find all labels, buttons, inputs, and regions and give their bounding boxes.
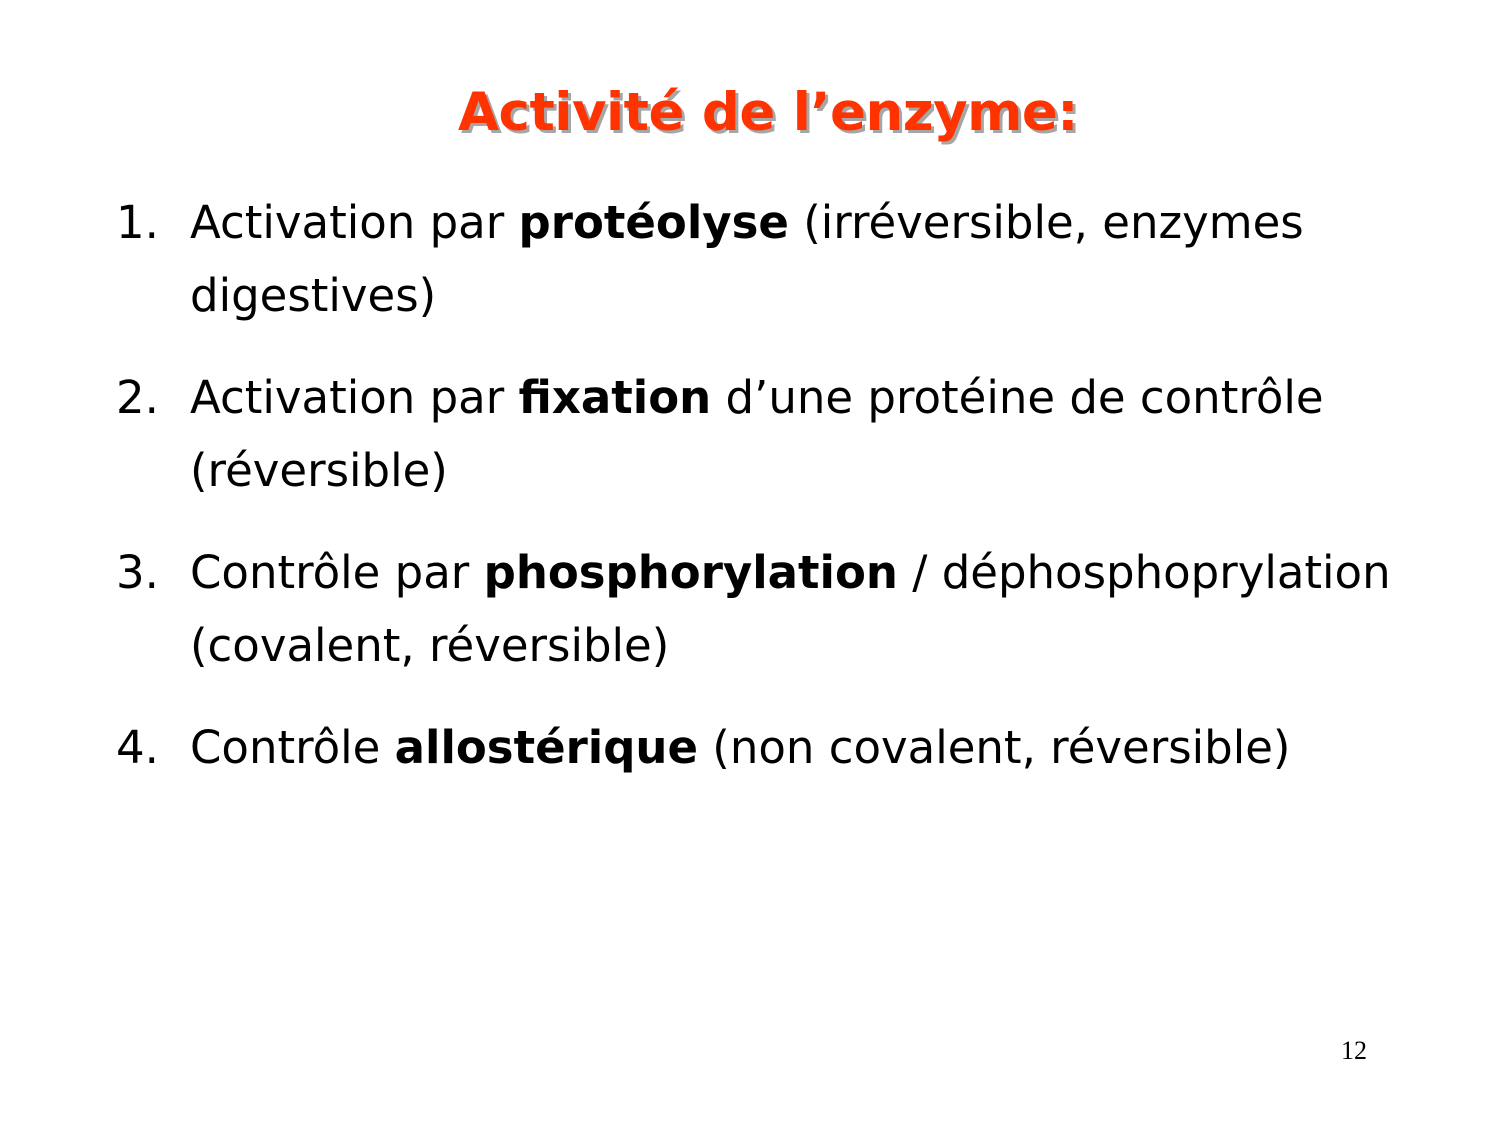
item-detail: (non covalent, réversible) (698, 721, 1291, 774)
item-text: Contrôle (190, 721, 395, 774)
item-text: Activation par (190, 196, 519, 249)
item-keyword: protéolyse (518, 196, 789, 249)
item-number: 4. (116, 721, 159, 774)
item-number: 3. (116, 546, 159, 599)
item-keyword: allostérique (394, 721, 698, 774)
list-item (112, 711, 1492, 784)
item-keyword: fixation (518, 371, 712, 424)
item-text: Activation par (190, 371, 519, 424)
item-detail: d’une protéine de contrôle (réversible) (190, 371, 1324, 497)
item-number: 1. (116, 196, 159, 249)
item-number: 2. (116, 371, 159, 424)
item-keyword: phosphorylation (483, 546, 898, 599)
list-item (112, 186, 1492, 332)
slide-title: Activité de l’enzyme: (458, 82, 1078, 143)
item-list (112, 186, 1492, 784)
item-detail: / déphosphoprylation (covalent, réversible) (190, 546, 1391, 672)
list-item (112, 361, 1492, 507)
page-number: 12 (1341, 1036, 1367, 1065)
item-text: Contrôle par (190, 546, 484, 599)
item-detail: (irréversible, enzymes digestives) (190, 196, 1304, 322)
list-item (112, 536, 1492, 682)
